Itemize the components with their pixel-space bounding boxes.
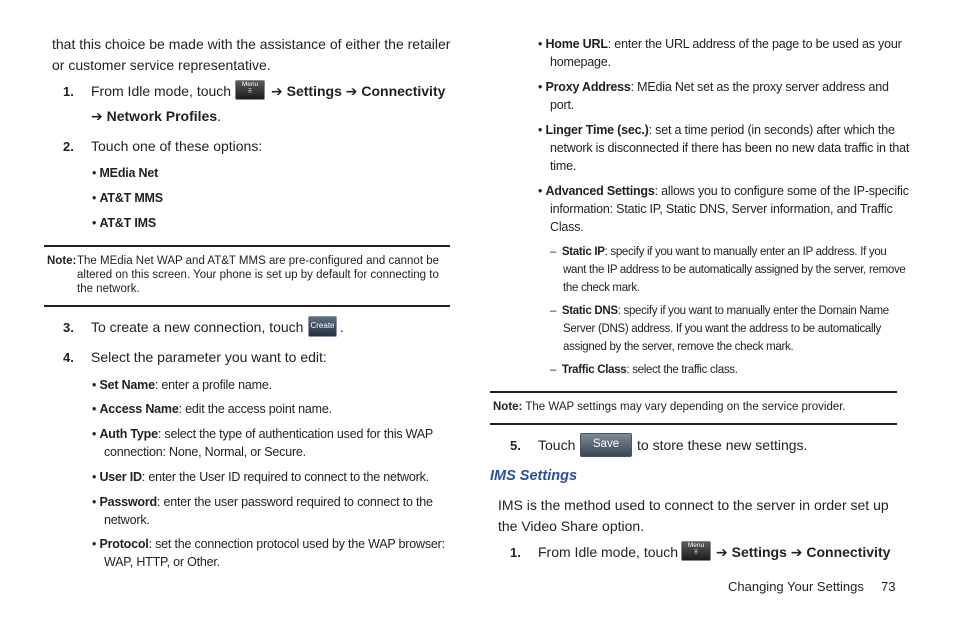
option-item: • AT&T IMS [92,216,156,230]
step-number: 1. [510,545,521,560]
step-1-path: ➔ Settings ➔ Connectivity [716,544,891,560]
option-item: • AT&T MMS [92,191,163,205]
save-key-icon: Save [580,433,632,457]
note-label: Note: [47,255,77,267]
ims-description: IMS is the method used to connect to the server in order set up the Video Share option. [498,497,889,534]
param-item: • Home URL: enter the URL address of the page to be used as your homepage. [538,37,902,69]
step-number: 1. [63,84,74,99]
step-number: 3. [63,320,74,335]
menu-key-icon: Menu ⠿ [235,80,265,100]
param-item: • Auth Type: select the type of authentication used for this WAP connection: None, Normal, or Secure. [92,427,434,459]
step-2-text: Touch one of these options: [91,138,263,154]
arrow-icon: ➔ [790,544,803,560]
note-top-rule [44,245,450,247]
sub-param-item: – Static DNS: specify if you want to manually enter the Domain Name Server (DNS) address. If you want the address to be automatically assigned by the server, remove the check mark. [550,305,889,353]
sub-param-item: – Traffic Class: select the traffic class. [550,364,738,376]
step-5-text: Touch [538,437,576,453]
step-1-path: ➔ Settings ➔ Connectivity [271,83,446,99]
param-item: • Advanced Settings: allows you to configure some of the IP-specific information: Static IP, Static DNS, Server information, and Traffic Class. [538,184,909,234]
create-key-icon: Create [308,316,337,337]
sub-param-item: – Static IP: specify if you want to manually enter an IP address. If you want the IP address to be automatically assigned by the server, remove the check mark. [550,246,906,294]
param-item: • User ID: enter the User ID required to connect to the network. [92,470,429,484]
intro-text: that this choice be made with the assistance of either the retailer or customer service representative. [52,36,451,73]
arrow-icon: ➔ [271,83,283,99]
param-item: • Access Name: edit the access point name. [92,402,332,416]
footer-section-title: Changing Your Settings [728,579,864,594]
step-1-text: From Idle mode, touch [538,544,679,560]
page-number: 73 [881,579,896,594]
step-1-text: From Idle mode, touch [91,83,232,99]
param-item: • Linger Time (sec.): set a time period (in seconds) after which the network is disconnected if there has been no new data traffic in that time. [538,123,910,173]
arrow-icon: ➔ [345,83,358,99]
option-item: • MEdia Net [92,166,159,180]
param-item: • Protocol: set the connection protocol used by the WAP browser: WAP, HTTP, or Other. [92,537,445,569]
step-number: 5. [510,438,521,453]
note-text: The MEdia Net WAP and AT&T MMS are pre-configured and cannot be altered on this screen. Your phone is set up by default for connecting to the network. [77,255,440,295]
param-item: • Proxy Address: MEdia Net set as the proxy server address and port. [538,80,889,112]
arrow-icon: ➔ [716,544,728,560]
step-3-text: To create a new connection, touch [91,319,304,335]
note-bottom-rule [44,305,450,307]
step-4-text: Select the parameter you want to edit: [91,349,327,365]
note-top-rule [490,391,897,393]
param-item: • Password: enter the user password required to connect to the network. [92,495,433,527]
step-1-path-cont: ➔ Network Profiles. [91,108,221,124]
arrow-icon: ➔ [91,108,103,124]
note-bottom-rule [490,423,897,425]
note-text: Note: The WAP settings may vary depending on the service provider. [493,401,846,413]
section-heading: IMS Settings [490,468,578,484]
menu-key-icon: Menu ⠿ [681,541,711,561]
step-number: 4. [63,350,74,365]
param-item: • Set Name: enter a profile name. [92,378,272,392]
step-number: 2. [63,139,74,154]
